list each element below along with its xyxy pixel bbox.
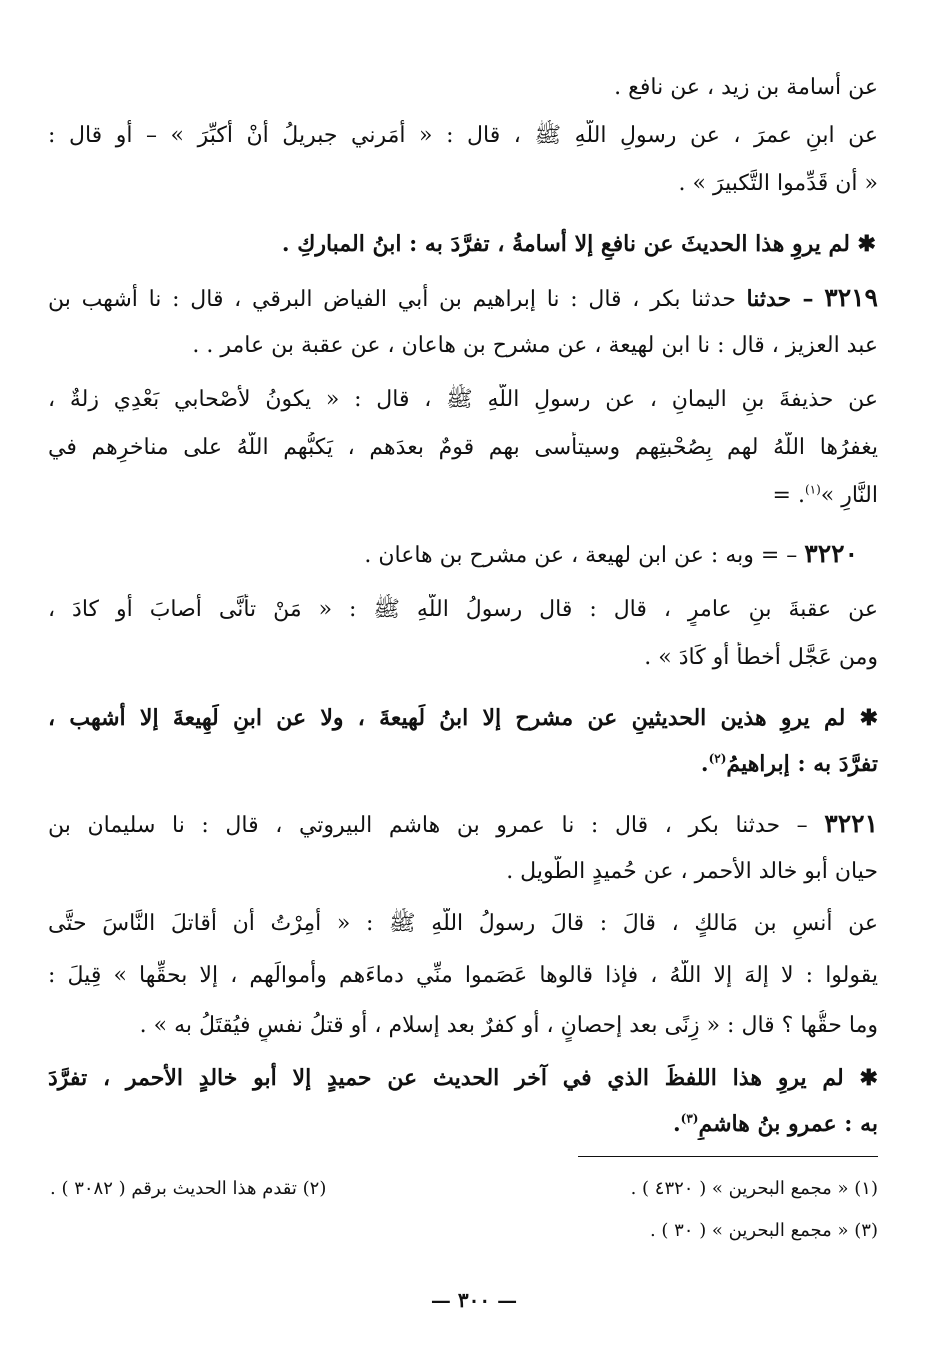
text-segment: تفرَّدَ به : إبراهيمُ (726, 751, 878, 777)
footnote: (١) « مجمع البحرين » ( ٤٣٢٠ ) . (630, 1178, 878, 1199)
text-line: « أن قَدِّموا التَّكبيرَ » . (678, 171, 878, 196)
commentary-line: به : عمرو بنُ هاشمٍ$^{(٣)}$. (672, 1111, 878, 1137)
text-line: يقولوا : لا إلهَ إلا اللّهُ ، فإذا قالوها عَصَموا منِّي دماءَهم وأموالَهم ، إلا بحقِّها » قِيلَ : (48, 963, 878, 988)
hadith-number: ٣٢٢١ (824, 809, 878, 838)
footnote-mark: (٣) (680, 1111, 699, 1126)
hadith-label: – حدثنا (746, 286, 814, 312)
footnote-mark: (٢) (708, 751, 727, 766)
hadith-number: ٣٢١٩ (824, 283, 878, 312)
hadith-3219-line (48, 282, 878, 316)
text-segment: – = وبه : عن ابن لهيعة ، عن مشرح بن هاعان . (364, 543, 798, 568)
hadith-3221-line (48, 808, 878, 842)
footnote-divider (578, 1156, 878, 1157)
text-line: وما حقُّها ؟ قال : « زِنًى بعد إحصانٍ ، أو كفرٌ بعد إسلام ، أو قتلُ نفسٍ فيُقتَلُ به » . (139, 1013, 878, 1038)
text-line (48, 480, 878, 512)
text-line: ومن عَجَّل أخطأَ أو كَادَ » . (644, 645, 878, 670)
commentary-line: ✱ لم يروِ هذين الحديثينِ عن مشرح إلا ابنُ لَهيعةَ ، ولا عن ابنِ لَهِيعةَ إلا أشهب ، (48, 705, 878, 731)
commentary-line: ✱ لم يروِ هذا اللفظَ الذي في آخر الحديث عن حميدٍ إلا أبو خالدٍ الأحمر ، تفرَّدَ (48, 1065, 878, 1091)
text-segment: – حدثنا بكر ، قال : نا عمرو بن هاشم البيروتي ، قال : نا سليمان بن (48, 813, 808, 838)
text-line: عن ابنِ عمرَ ، عن رسولِ اللّهِ ﷺ ، قال : « أَمَرني جبريلُ أَنْ أُكبِّرَ » – أو قال : (48, 123, 878, 148)
text-line: عن أنسِ بن مَالكٍ ، قالَ : قالَ رسولُ اللّهِ ﷺ : « أُمِرْتُ أن أقاتلَ النَّاسَ حتَّى (48, 911, 878, 936)
text-line: عبد العزيز ، قال : نا ابن لهيعة ، عن مشرح بن هاعان ، عن عقبة بن عامر . . (192, 333, 878, 358)
text-segment: حدثنا بكر ، قال : نا إبراهيم بن أبي الفياض البرقي ، قال : نا أشهب بن (48, 287, 736, 312)
text-line: عن عقبةَ بنِ عامرٍ ، قال : قال رسولُ اللّهِ ﷺ : « مَنْ تأنَّى أصابَ أو كادَ ، (48, 597, 878, 622)
text-line: حيان أبو خالد الأحمر ، عن حُميدٍ الطَّويل . (506, 859, 878, 884)
text-segment: به : عمرو بنُ هاشمٍ (698, 1111, 878, 1137)
page-number: — ٣٠٠ — (430, 1288, 518, 1312)
commentary-line: ✱ لم يروِ هذا الحديثَ عن نافعٍ إلا أسامةُ ، تفرَّدَ به : ابنُ المباركِ . (281, 231, 876, 257)
footnote: (٢) تقدم هذا الحديث برقم ( ٣٠٨٢ ) . (50, 1178, 327, 1199)
text-line: يغفرُها اللّهُ لهم بِصُحْبتِهم وسيتأسى بهم قومٌ بعدَهم ، يَكبُّهم اللّهُ على مناخرِهم في (48, 435, 878, 460)
text-segment: . = (772, 483, 805, 508)
text-line: عن حذيفةَ بنِ اليمانِ ، عن رسولِ اللّهِ ﷺ ، قال : « يكونُ لأَصْحابي بَعْدِي زلةٌ ، (48, 387, 878, 412)
text-line: عن أسامة بن زيد ، عن نافع . (614, 75, 878, 100)
footnote: (٣) « مجمع البحرين » ( ٣٠ ) . (649, 1220, 878, 1241)
hadith-3220-line (48, 538, 858, 572)
text-segment: النَّارِ » (820, 483, 878, 508)
hadith-number: ٣٢٢٠ (804, 539, 858, 568)
commentary-line: تفرَّدَ به : إبراهيمُ$^{(٢)}$. (700, 751, 878, 777)
footnote-mark: (١) (804, 482, 821, 497)
